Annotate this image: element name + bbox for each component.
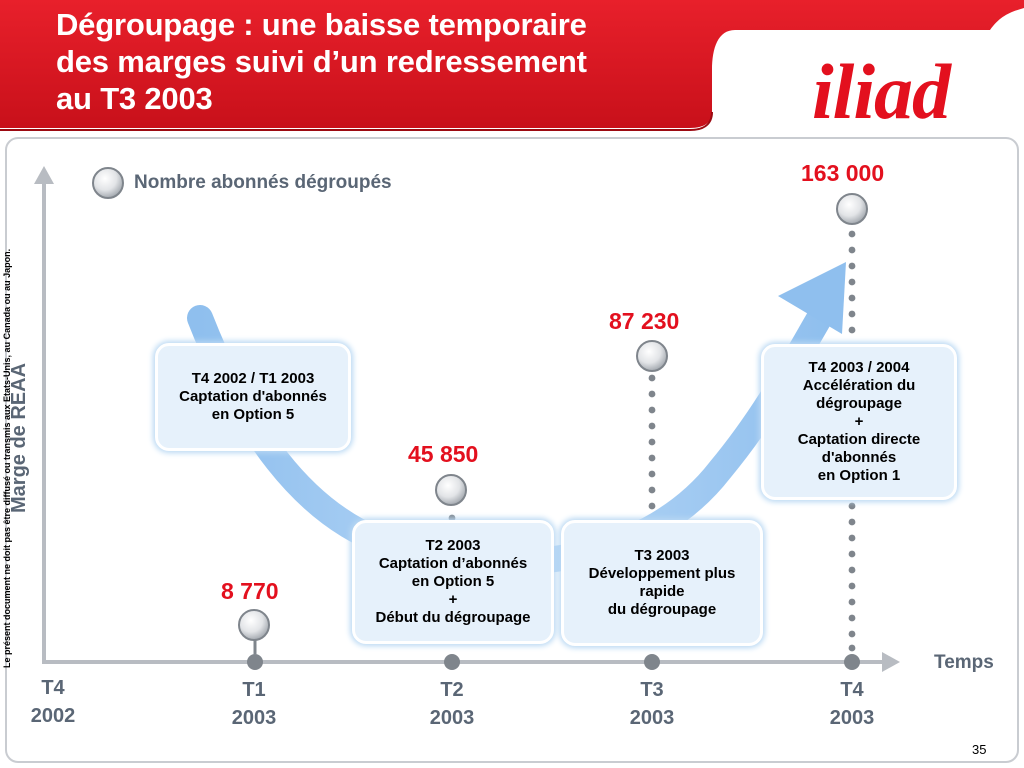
subscriber-value-t3: 87 230 xyxy=(609,308,680,334)
callout-line: du dégroupage xyxy=(607,601,717,618)
callout-line: d'abonnés xyxy=(821,449,897,466)
tick-marker-t3 xyxy=(644,654,660,670)
tick-year: 2003 xyxy=(829,707,875,729)
callout-line: + xyxy=(448,591,458,608)
tick-label-t2-2003 xyxy=(412,676,492,732)
callout-line: Captation d’abonnés xyxy=(378,555,528,572)
callout-box-t4-2002-t1-2003 xyxy=(155,343,351,451)
callout-line: Captation directe xyxy=(797,431,921,448)
iliad-logo: iliad xyxy=(812,48,951,135)
legend-label: Nombre abonnés dégroupés xyxy=(134,172,392,193)
callout-line: + xyxy=(854,413,864,430)
tick-label-t3-2003 xyxy=(612,676,692,732)
legal-side-note: Le présent document ne doit pas être diffusé ou transmis aux Etats-Unis, au Canada ou au Japon. xyxy=(2,248,12,668)
tick-label-t1-2003 xyxy=(214,676,294,732)
tick-year: 2002 xyxy=(30,705,76,727)
subscriber-ball-t2 xyxy=(436,475,466,505)
x-axis-label: Temps xyxy=(934,652,994,673)
guide-t3 xyxy=(649,375,656,510)
tick-year: 2003 xyxy=(429,707,475,729)
callout-line: Accélération du xyxy=(802,377,916,394)
subscriber-ball-t4 xyxy=(837,194,867,224)
tick-marker-t4 xyxy=(844,654,860,670)
callout-line: rapide xyxy=(639,583,685,600)
tick-quarter: T4 xyxy=(41,677,65,699)
tick-marker-t1 xyxy=(247,654,263,670)
callout-line: Début du dégroupage xyxy=(375,609,531,626)
title-line-1: Dégroupage : une baisse temporaire xyxy=(56,7,587,42)
tick-label-t4-2003 xyxy=(812,676,892,732)
y-axis-label: Marge de REAA xyxy=(8,362,30,513)
callout-line: en Option 1 xyxy=(817,467,901,484)
subscriber-value-t1: 8 770 xyxy=(221,578,279,604)
callout-box-t2-2003 xyxy=(352,520,554,644)
callout-line: Captation d'abonnés xyxy=(179,388,327,405)
tick-year: 2003 xyxy=(231,707,277,729)
callout-box-t3-2003 xyxy=(561,520,763,646)
callout-line: Développement plus xyxy=(588,565,736,582)
tick-marker-t2 xyxy=(444,654,460,670)
title-line-3: au T3 2003 xyxy=(56,81,213,116)
callout-box-t4-2003-2004 xyxy=(761,344,957,500)
callout-line: en Option 5 xyxy=(411,573,495,590)
callout-title: T2 2003 xyxy=(425,537,481,554)
tick-quarter: T1 xyxy=(242,679,266,701)
page-number: 35 xyxy=(972,742,987,757)
tick-quarter: T4 xyxy=(840,679,864,701)
callout-line: en Option 5 xyxy=(211,406,295,423)
callout-title: T4 2002 / T1 2003 xyxy=(191,370,315,387)
subscriber-ball-t3 xyxy=(637,341,667,371)
legend-ball-marker xyxy=(93,168,123,198)
tick-quarter: T2 xyxy=(440,679,464,701)
callout-title: T3 2003 xyxy=(634,547,690,564)
callout-title: T4 2003 / 2004 xyxy=(808,359,910,376)
title-line-2: des marges suivi d’un redressement xyxy=(56,44,587,79)
tick-year: 2003 xyxy=(629,707,675,729)
subscriber-value-t4: 163 000 xyxy=(801,160,885,186)
tick-label-t4-2002 xyxy=(13,674,93,730)
tick-quarter: T3 xyxy=(640,679,664,701)
callout-line: dégroupage xyxy=(816,395,902,412)
subscriber-ball-t1 xyxy=(239,610,269,640)
subscriber-value-t2: 45 850 xyxy=(408,441,479,467)
